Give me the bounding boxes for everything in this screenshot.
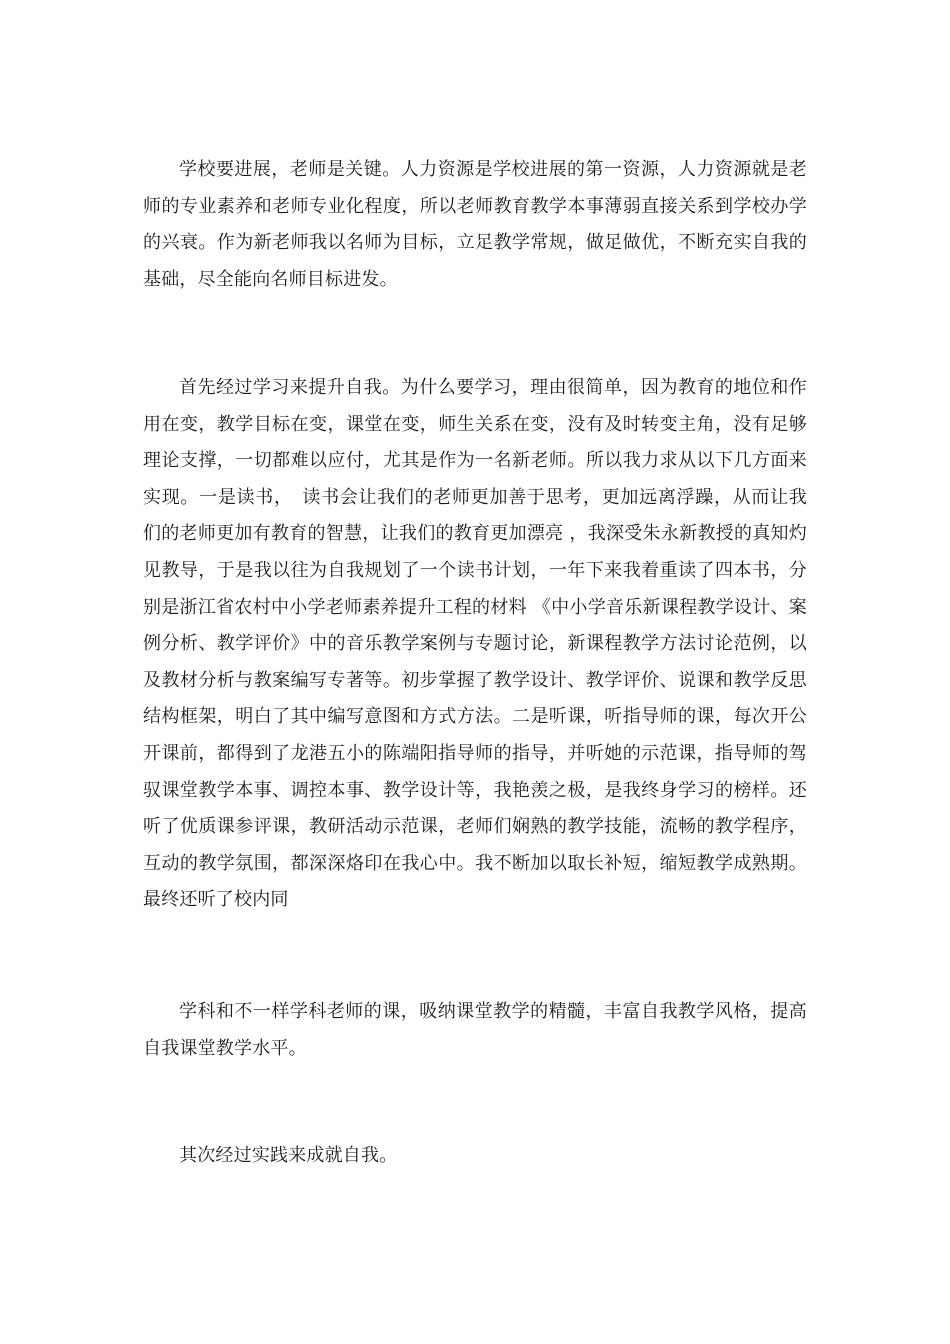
paragraph: 首先经过学习来提升自我。为什么要学习，理由很简单，因为教育的地位和作用在变，教学目标在变，课堂在变，师生关系在变，没有及时转变主角，没有足够理论支撑，一切都难以应付，尤其是作为一名新老师。所以我力求从以下几方面来实现。一是读书， 读书会让我们的老师更加善于思考，更加远离浮躁，从而让我们的老师更加有教育的智慧，让我们的教育更加漂亮 ，我深受朱永新教授的真知灼见教导，于是我以往为自我规划了一个读书计划，一年下来我着重读了四本书，分别是浙江省农村中小学老师素养提升工程的材料 《中小学音乐新课程教学设计、案例分析、教学评价》中的音乐教学案例与专题讨论，新课程教学方法讨论范例，以及教材分析与教案编写专著等。初步掌握了教学设计、教学评价、说课和教学反思结构框架，明白了其中编写意图和方式方法。二是听课，听指导师的课，每次开公开课前，都得到了龙港五小的陈端阳指导师的指导，并听她的示范课，指导师的驾驭课堂教学本事、调控本事、教学设计等，我艳羡之极，是我终身学习的榜样。还听了优质课参评课，教研活动示范课，老师们娴熟的教学技能，流畅的教学程序，互动的教学氛围，都深深烙印在我心中。我不断加以取长补短，缩短教学成熟期。最终还听了校内同 <box>143 377 807 911</box>
paragraph: 学校要进展，老师是关键。人力资源是学校进展的第一资源，人力资源就是老师的专业素养和老师专业化程度，所以老师教育教学本事薄弱直接关系到学校办学的兴衰。作为新老师我以名师为目标，立足教学常规，做足做优，不断充实自我的基础，尽全能向名师目标进发。 <box>143 159 807 290</box>
paragraph: 学科和不一样学科老师的课，吸纳课堂教学的精髓，丰富自我教学风格，提高自我课堂教学水平。 <box>143 1001 807 1059</box>
paragraph: 其次经过实践来成就自我。 <box>179 1145 398 1166</box>
